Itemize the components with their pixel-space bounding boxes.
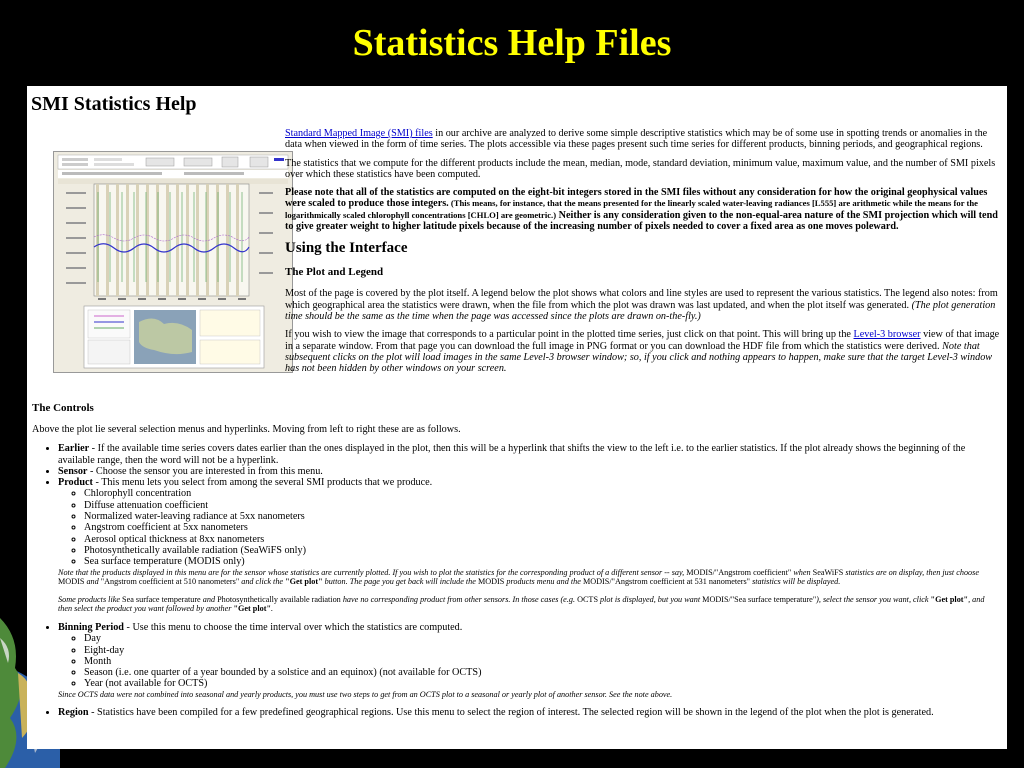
- plot-screenshot-thumbnail: [53, 151, 293, 373]
- sensor-term: Sensor: [58, 465, 88, 477]
- note-text: and click the: [239, 577, 286, 587]
- area-note-bold: Neither is any consideration given to the non-equal-area nature of the SMI projection which will tend to give greater weight to higher latitude pixels because of the increasing number of pixels needed to cover a fixed area as one moves poleward.: [285, 209, 998, 233]
- list-item: ◦ Angstrom coefficient at 5xx nanometers: [84, 522, 997, 533]
- binning-options-list: [58, 633, 997, 689]
- binning-desc: - Use this menu to choose the time interval over which the statistics are computed.: [123, 621, 463, 633]
- click-paragraph: [285, 329, 1005, 374]
- note-text: MODIS/"Angstrom coefficient": [686, 567, 792, 577]
- region-term: Region: [58, 707, 89, 719]
- scaling-note-paragraph: [285, 187, 1005, 232]
- click-text-1: If you wish to view the image that corresponds to a particular point in the plotted time series, just click on that point. This will bring up the: [285, 329, 854, 341]
- list-item-sensor: [58, 466, 997, 477]
- product-desc: - This menu lets you select from among the several SMI products that we produce.: [92, 477, 433, 489]
- note-text: MODIS/"Angstrom coefficient at 531 nanometers": [582, 577, 751, 587]
- list-item: ◦ Chlorophyll concentration: [84, 488, 997, 499]
- product-term: Product: [58, 477, 93, 489]
- note-text: "Get plot": [285, 577, 323, 587]
- smi-files-link[interactable]: Standard Mapped Image (SMI) files: [285, 128, 433, 139]
- slide-title: Statistics Help Files: [352, 22, 672, 64]
- binning-term: Binning Period: [58, 621, 124, 633]
- intro-column: [285, 128, 1005, 381]
- note-text: ), select the sensor you want, click: [816, 594, 931, 604]
- sensor-desc: - Choose the sensor you are interested in from this menu.: [87, 465, 323, 477]
- note-text: Sea surface temperature: [122, 594, 201, 604]
- controls-section: [32, 402, 997, 719]
- list-item-binning-period: [58, 622, 997, 699]
- list-item-region: [58, 707, 997, 718]
- list-item: ◦ Eight-day: [84, 645, 997, 656]
- note-text: Note that the products displayed in this menu are for the sensor whose statistics are currently plotted. If you wish to plot the statistics for the corresponding product of a different sensor -- say,: [58, 567, 687, 577]
- note-text: products menu and the: [504, 577, 583, 587]
- earlier-term: Earlier: [58, 443, 90, 455]
- click-italic: Note that subsequent clicks on the plot will load images in the same Level-3 browser window; so, if you click and nothing appears to happen, make sure that the target Level-3 window has not been hidden by other windows on your screen.: [285, 340, 993, 375]
- list-item: ◦ Day: [84, 633, 997, 644]
- level3-browser-link[interactable]: Level-3 browser: [853, 329, 921, 341]
- list-item: ◦ Month: [84, 656, 997, 667]
- list-item-earlier: [58, 443, 997, 466]
- scaling-note-example: (This means, for instance, that the means presented for the linearly scaled water-leaving radiances [L555] are arithmetic while the means for the logarithmically scaled chlorophyll concentrations [CHLO] are geometric.): [285, 198, 978, 220]
- list-item: ◦ Aerosol optical thickness at 8xx nanometers: [84, 534, 997, 545]
- list-item: ◦ Diffuse attenuation coefficient: [84, 500, 997, 511]
- note-text: button. The page you get back will include the: [322, 577, 478, 587]
- product-options-list: [58, 488, 997, 567]
- help-page: [27, 86, 1007, 749]
- list-item: ◦ Sea surface temperature (MODIS only): [84, 556, 997, 567]
- intro-paragraph: [285, 128, 1005, 151]
- plot-paragraph: [285, 288, 1005, 322]
- note-text: when: [791, 567, 813, 577]
- using-interface-heading: Using the Interface: [285, 240, 408, 257]
- note-text: MODIS: [58, 577, 85, 587]
- note-text: SeaWiFS: [812, 567, 844, 577]
- note-text: "Get plot": [930, 594, 969, 604]
- page-heading: SMI Statistics Help: [31, 93, 197, 115]
- note-text: statistics will be displayed.: [750, 577, 841, 587]
- intro-text: in our archive are analyzed to derive some simple descriptive statistics which may be of some use in spotting trends or anomalies in the data when viewed in the form of time series. The plots accessible via these pages present such time series for different products, binning periods, and geographical regions.: [285, 128, 988, 151]
- earlier-desc: - If the available time series covers dates earlier than the ones displayed in the plot, then this will be a hyperlink that shifts the view to the left i.e. to the earlier statistics. If the plot already shows the beginning of the available range, then the word will not be a hyperlink.: [58, 443, 966, 466]
- list-item: ◦ Photosynthetically available radiation (SeaWiFS only): [84, 545, 997, 556]
- controls-intro: Above the plot lie several selection menus and hyperlinks. Moving from left to right these are as follows.: [32, 424, 461, 435]
- scaling-note-bold: Please note that all of the statistics are computed on the eight-bit integers stored in the SMI files without any consideration for how the original geophysical values were scaled to produce those integers.: [285, 187, 988, 210]
- list-item: ◦ Season (i.e. one quarter of a year bounded by a solstice and an equinox) (not available for OCTS): [84, 667, 997, 678]
- note-text: have no corresponding product from other sensors. In those cases (e.g.: [340, 594, 578, 604]
- product-note-2: [58, 595, 997, 614]
- plot-text: Most of the page is covered by the plot itself. A legend below the plot shows what colors and line styles are used to represent the various statistics. The legend also notes: from which geographical area the statistics were drawn, when the file from which the plot was drawn was last updated, and when the plot itself was generated.: [285, 288, 998, 311]
- note-text: OCTS: [577, 594, 598, 604]
- note-text: MODIS/"Sea surface temperature": [702, 594, 817, 604]
- note-text: plot is displayed, but you want: [598, 594, 703, 604]
- note-text: .: [270, 604, 274, 614]
- note-text: statistics are on display, then just choose: [843, 567, 979, 577]
- note-text: Some products like: [58, 594, 123, 604]
- region-desc: - Statistics have been compiled for a few predefined geographical regions. Use this menu to select the region of interest. The selected region will be shown in the legend of the plot when the plot is generated.: [88, 707, 934, 719]
- controls-heading: The Controls: [32, 402, 94, 414]
- note-text: , and then select the product you want followed by another: [58, 594, 985, 614]
- note-text: MODIS: [477, 577, 505, 587]
- list-item-product: [58, 477, 997, 614]
- controls-list: [32, 443, 997, 718]
- plot-legend-heading: The Plot and Legend: [285, 266, 384, 279]
- note-text: and: [200, 594, 218, 604]
- stats-paragraph: The statistics that we compute for the different products include the mean, median, mode, standard deviation, minimum value, maximum value, and the number of SMI pixels over which these statistics have been computed.: [285, 157, 996, 180]
- product-note-1: [58, 568, 997, 587]
- click-text-2: view of that image in a separate window. From that page you can download the full image in PNG format or you can download the HDF file from which the statistics were derived.: [285, 329, 1000, 352]
- list-item: ◦ Year (not available for OCTS): [84, 678, 997, 689]
- plot-italic: (The plot generation time should be the same as the time when the page was accessed since the plots are drawn on-the-fly.): [285, 299, 996, 322]
- note-text: "Get plot": [233, 604, 271, 614]
- note-text: Photosynthetically available radiation: [217, 594, 341, 604]
- list-item: ◦ Normalized water-leaving radiance at 5xx nanometers: [84, 511, 997, 522]
- note-text: "Angstrom coefficient at 510 nanometers": [100, 577, 240, 587]
- binning-note: Since OCTS data were not combined into seasonal and yearly products, you must use two steps to get from an OCTS plot to a seasonal or yearly plot of another sensor. See the note above.: [58, 689, 673, 699]
- note-text: and: [84, 577, 101, 587]
